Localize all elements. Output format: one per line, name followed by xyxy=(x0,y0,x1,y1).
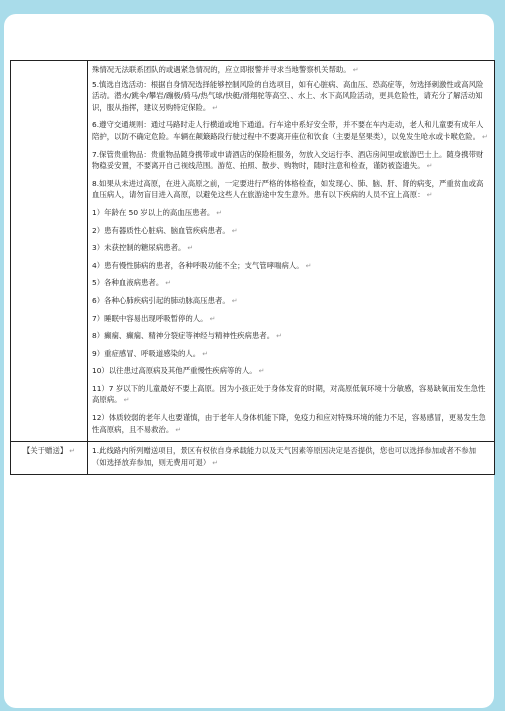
list-item: 9）重症感冒、呼吸道感染的人。 ↵ xyxy=(92,348,209,358)
list-item: 4）患有慢性肺病的患者，各种呼吸功能不全；支气管哮喘病人。 ↵ xyxy=(92,260,312,270)
notes-content-cell xyxy=(88,61,495,442)
list-item: 5）各种血液病患者。 ↵ xyxy=(92,278,172,288)
gift-content-cell xyxy=(88,442,495,475)
list-item: 11）7 岁以下的儿童最好不要上高原。因为小孩正处于身体发育的时期，对高原低氧环境十分敏感，容易缺氧而发生急性高原病。 ↵ xyxy=(92,383,486,405)
list-item: 10）以往患过高原病及其他严重慢性疾病等的人。 ↵ xyxy=(92,366,265,376)
list-item: 8）癫痫、癫痫、精神分裂症等神经与精神性疾病患者。 ↵ xyxy=(92,331,282,341)
list-item: 1）年龄在 50 岁以上的高血压患者。 ↵ xyxy=(92,207,223,217)
gift-row xyxy=(11,442,495,475)
list-item: 7）睡眠中容易出现呼吸暂停的人。 ↵ xyxy=(92,313,216,323)
gift-label-cell: 【关于赠送】 ↵ xyxy=(11,442,88,475)
list-item: 12）体质较弱的老年人也要谨慎，由于老年人身体机能下降，免疫力和应对特殊环境的能力不足，容易感冒，更易发生急性高原病，且不易救治。 ↵ xyxy=(92,413,486,434)
notice-paragraph: 7.保管贵重物品：贵重物品随身携带或申请酒店的保险柜服务，勿放入交运行李、酒店房间里或旅游巴士上。随身携带财物稳妥安置，不要离开自己视线范围。游览、拍照、散步、购物时，随时注意和检查，谨防被盗遗失。 ↵ xyxy=(92,149,484,171)
gift-label: 【关于赠送】 xyxy=(22,446,68,456)
list-item: 2）患有器质性心脏病、脑血管疾病患者。 ↵ xyxy=(92,225,238,235)
notice-paragraph: 6.遵守交通规则：通过马路时走人行横道或地下通道。行车途中系好安全带，并不要在车内走动，老人和儿童要有成年人陪护，以防不确定危险。车辆在颠簸路段行驶过程中不要离开座位和饮食（主要是坚果类），以免发生呛水或卡喉危险。 ↵ xyxy=(92,120,488,141)
notice-table xyxy=(10,60,495,475)
notice-paragraph: 殊情况无法联系团队的或遇紧急情况的，应立即报警并寻求当地警察机关帮助。 ↵ xyxy=(92,65,359,74)
notice-paragraph: 8.如果从未进过高原，在进入高原之前，一定要进行严格的体格检查，如发现心、肺、脑、肝、肾的病变，严重贫血或高血压病人，请勿盲目进入高原，以避免这些人在旅游途中发生意外。患有以下疾病的人员不宜上高原： ↵ xyxy=(92,178,484,200)
gift-text: 1.此线路内所列赠送项目，景区有权依自身承载能力以及天气因素等原因决定是否提供，您也可以选择参加或者不参加（如选择放弃参加，则无费用可退） ↵ xyxy=(92,446,476,467)
list-item: 3）未获控制的糖尿病患者。 ↵ xyxy=(92,243,194,253)
list-item: 6）各种心肺疾病引起的肺动脉高压患者。 ↵ xyxy=(92,295,238,305)
empty-label-cell xyxy=(11,61,88,442)
notes-row xyxy=(11,61,495,442)
notice-paragraph: 5.慎选自选活动：根据自身情况选择能够控制风险的自选项目，如有心脏病、高血压、恐高症等，勿选择刺激性或高风险活动。潜水/跳伞/攀岩/蹦极/骑马/热气球/快艇/滑翔驼等高空、、水上、水下高风险活动，更具危险性，请充分了解活动知识，服从指挥，建议另购特定保险。 ↵ xyxy=(92,79,484,112)
